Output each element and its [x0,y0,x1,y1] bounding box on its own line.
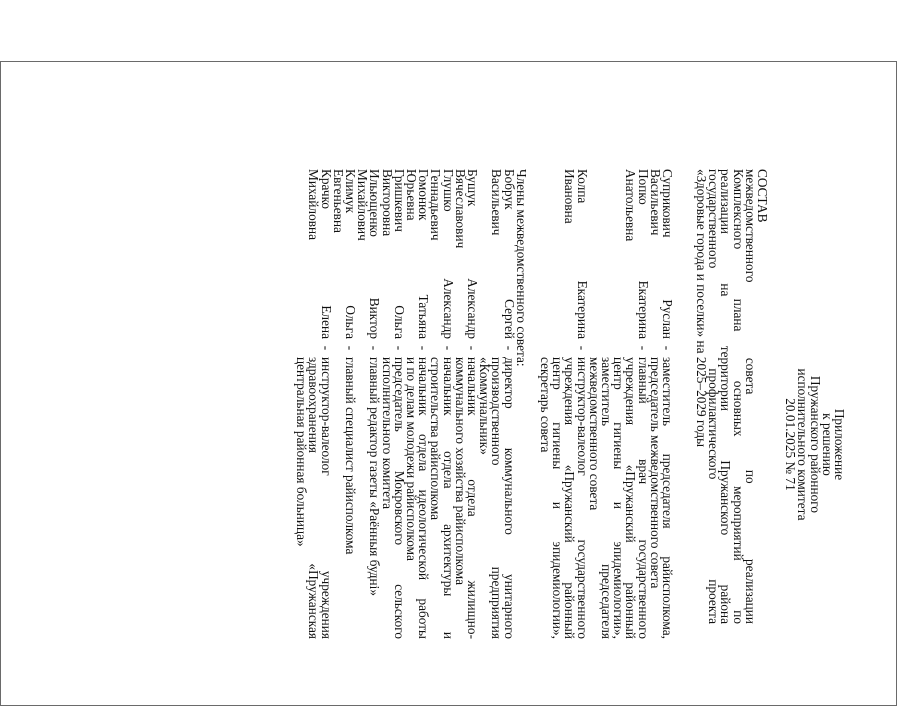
first-name: Екатерина [574,280,590,339]
position-line: главный врач государственного [635,357,651,639]
first-name: Александр [464,278,480,339]
position-line: центр гигиены и эпидемиологии», [550,357,566,639]
first-name: Руслан [660,299,675,339]
position-line: центральная районная больница» [294,357,310,547]
appendix-block [784,62,845,706]
surname: Попко [635,169,651,205]
position-description [649,357,673,639]
position-description [332,357,356,639]
dash-separator: - [635,345,651,351]
position-line: инструктор-валеолог учреждения [318,357,334,639]
position-line: «Коммунальник» [477,357,493,455]
position-line: начальник отдела архитектуры и [440,357,456,639]
position-line: председатель Мокровского сельского [391,357,407,639]
dash-separator: - [367,345,383,351]
position-line: и по делам молодежи райисполкома [403,357,419,561]
person-row [588,169,649,639]
position-description [478,357,515,639]
person-row [428,169,456,639]
leadership-list [539,169,673,639]
surname: Гришкевич [391,169,407,232]
surname: Ильющенко [367,169,383,237]
position-line: учреждения «Пружанский районный [562,357,578,639]
appendix-line: Пружанского районного [807,375,823,514]
person-row [332,169,356,639]
person-row [355,169,383,639]
first-name: Екатерина [635,280,651,339]
dash-separator: - [574,345,590,351]
dash-separator: - [464,345,480,351]
position-description [295,357,332,639]
first-name: Татьяна [416,294,432,339]
surname: Бушук [464,169,480,207]
first-name: Сергей [501,299,517,339]
document-frame [0,61,897,706]
position-line: производственного предприятия [489,357,505,639]
title-line: государственного профилактического проекта [706,169,722,624]
person-row [403,169,432,639]
position-line: коммунального хозяйства райисполкома [452,357,468,585]
patronymic: Геннадьевич [428,169,444,241]
position-line: заместитель председателя райисполкома, [660,357,675,639]
surname: Колпа [574,169,590,204]
person-row [478,169,515,639]
position-line: учреждения «Пружанский районный [623,357,639,639]
dash-separator: - [416,345,432,351]
position-line: директор коммунального унитарного [501,357,517,639]
surname: Гомонюк [416,169,432,221]
dash-separator: - [440,345,456,351]
position-line: исполнительного комитета [379,357,395,510]
person-name [332,169,356,339]
council-composition [295,169,673,639]
patronymic: Юрьевна [403,169,419,221]
person-name [355,169,383,339]
surname: Суприкович [660,169,675,238]
appendix-line: Приложение [832,408,847,481]
first-name: Виктор [367,297,383,339]
patronymic: Васильевич [489,169,505,236]
person-name [454,169,478,339]
position-description [454,357,478,639]
patronymic: Михайловна [306,169,322,241]
position-line: главный специалист райисполкома [342,357,358,555]
person-name [428,169,456,339]
position-description [588,357,649,639]
position-line: межведомственного совета [586,357,602,511]
members-heading: Члены межведомственного совета: [513,169,529,367]
position-description [379,357,407,639]
title-line: реализации на территории Пружанского района [718,169,734,624]
person-name [588,169,649,339]
members-list [295,169,515,639]
position-description [403,357,432,639]
document-title [695,169,768,624]
position-line: центр гигиены и эпидемиологии», [611,357,627,639]
person-name [379,169,407,339]
position-description [356,357,383,639]
dash-separator: - [318,345,334,351]
position-line: строительства райисполкома [428,357,444,521]
position-description [428,357,456,639]
person-row [539,169,588,639]
patronymic: Васильевич [647,169,663,236]
first-name: Ольга [391,305,407,339]
position-line: заместитель председателя [598,357,614,639]
person-name [539,169,588,339]
person-name [649,169,673,339]
surname: Глушко [440,169,456,212]
appendix-line: к решению [819,413,835,476]
dash-separator: - [501,345,517,351]
dash-separator: - [391,345,407,351]
dash-separator: - [342,345,358,351]
surname: Крачко [318,169,334,210]
position-line: секретарь совета [537,357,553,453]
position-line: председатель межведомственного совета [647,357,663,589]
position-line: здравоохранения «Пружанская [306,357,322,639]
appendix-date: 20.01.2025 № 71 [783,398,799,491]
person-row [454,169,478,639]
first-name: Александр [440,278,456,339]
surname: Климук [342,169,358,214]
person-row [649,169,673,639]
person-name [478,169,515,339]
person-name [403,169,432,339]
patronymic: Викторовна [379,169,395,237]
patronymic: Михайлович [355,169,371,241]
position-line: начальник отдела жилищно- [464,357,480,639]
title-line: Комплексного плана основных мероприятий по [730,169,746,624]
patronymic: Вячеславович [452,169,468,249]
person-row [295,169,332,639]
first-name: Елена [318,305,334,339]
patronymic: Ивановна [562,169,578,224]
patronymic: Евгеньевна [330,169,346,233]
position-description [539,357,588,639]
appendix-line: исполнительного комитета [795,368,811,521]
position-line: инструктор-валеолог государственного [574,357,590,639]
title-heading: СОСТАВ [755,169,770,223]
dash-separator: - [660,345,675,351]
title-line: межведомственного совета по реализации [742,169,758,624]
position-line: начальник отдела идеологической работы [416,357,432,639]
first-name: Ольга [342,305,358,339]
surname: Бобрук [501,169,517,210]
position-line: главный редактор газеты «Раённыя будні» [367,357,383,596]
rotated-page [1,62,897,706]
patronymic: Анатольевна [623,169,639,242]
title-line: «Здоровые города и поселки» на 2025–2029 годы [693,169,709,448]
person-row [379,169,407,639]
person-name [295,169,332,339]
